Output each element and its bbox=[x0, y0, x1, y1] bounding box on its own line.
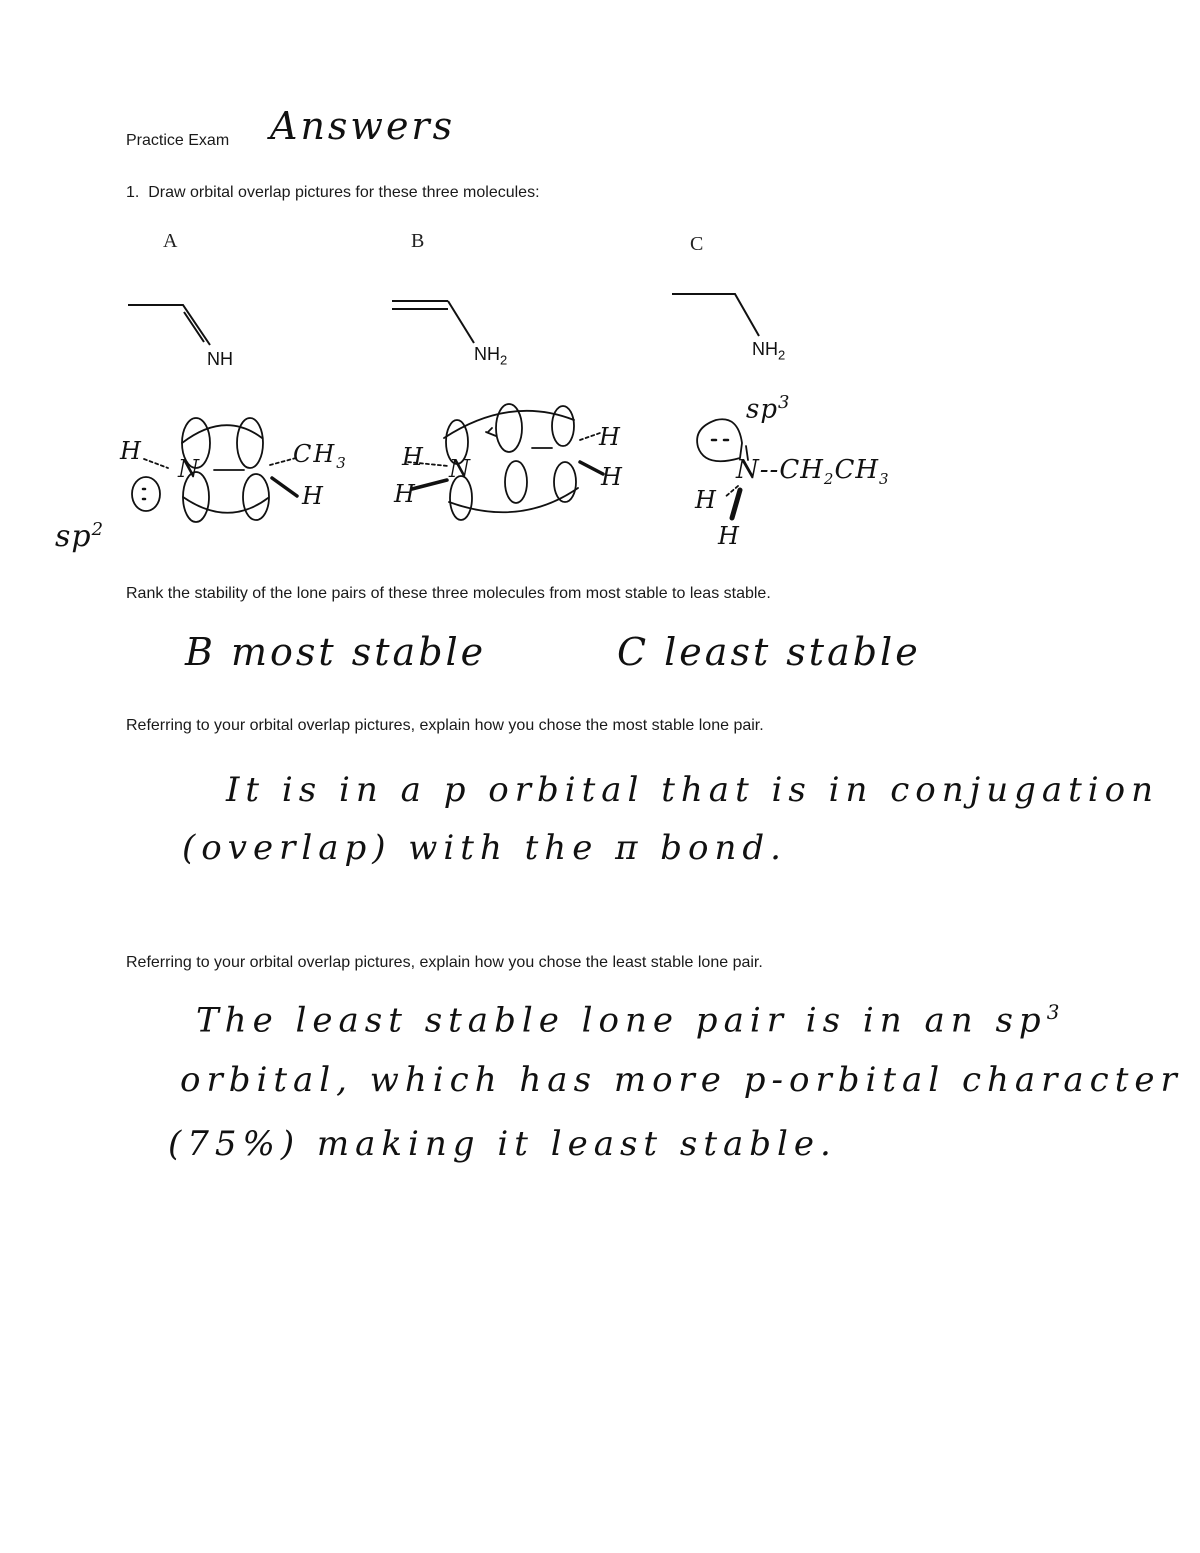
least-stable-answer-line1: The least stable lone pair is in an $sp^3$ bbox=[196, 1000, 1066, 1041]
sketch-c-ethyl: $N--CH_2CH_3$ bbox=[736, 455, 890, 489]
least-stable-answer-line2: orbital, which has more p-orbital character bbox=[180, 1060, 1183, 1100]
orbital-sketch-b bbox=[408, 404, 603, 520]
most-stable-answer-line2: (overlap) with the π bond. bbox=[182, 828, 787, 868]
least-stable-answer-line3: (75%) making it least stable. bbox=[168, 1124, 837, 1164]
orbital-sketch-a bbox=[132, 418, 297, 522]
sketch-b-h3: H bbox=[599, 423, 622, 451]
most-stable-answer-line1: It is in a p orbital that is in conjugation bbox=[226, 770, 1160, 810]
sketch-b-n: N bbox=[449, 455, 472, 483]
sp3-label: $sp^3$ bbox=[746, 392, 791, 425]
rank-answer-most: B most stable bbox=[185, 630, 487, 674]
molecule-b-group: $NH_2$ bbox=[474, 344, 508, 368]
molecule-a-group: NH bbox=[207, 349, 233, 369]
sketch-c-h2: H bbox=[718, 522, 741, 550]
sketch-a-h1: H bbox=[120, 437, 143, 465]
question-number: 1. bbox=[126, 184, 140, 201]
sketch-b-h1: H bbox=[402, 443, 425, 471]
sketch-b-h4: H bbox=[601, 463, 624, 491]
most-stable-prompt: Referring to your orbital overlap pictures, explain how you chose the most stable lone pair. bbox=[126, 717, 764, 734]
molecule-c-letter: C bbox=[690, 233, 704, 255]
molecule-c-group: $NH_2$ bbox=[752, 339, 786, 363]
handwritten-title: Answers bbox=[270, 104, 456, 148]
molecule-b-letter: B bbox=[411, 230, 425, 252]
question-prompt: Draw orbital overlap pictures for these three molecules: bbox=[148, 184, 540, 201]
exam-label: Practice Exam bbox=[126, 132, 230, 149]
rank-prompt: Rank the stability of the lone pairs of these three molecules from most stable to leas stable. bbox=[126, 585, 771, 602]
molecule-a-letter: A bbox=[163, 230, 178, 252]
sketch-a-n: N bbox=[178, 455, 201, 483]
sketch-a-h2: H bbox=[302, 482, 325, 510]
sketch-c-h1: H bbox=[695, 486, 718, 514]
least-stable-prompt: Referring to your orbital overlap pictures, explain how you chose the least stable lone pair. bbox=[126, 954, 763, 971]
sp2-label: $sp^2$ bbox=[55, 519, 105, 554]
rank-answer-least: C least stable bbox=[617, 630, 921, 674]
sketch-a-methyl: $CH_3$ bbox=[293, 440, 348, 472]
sketch-b-h2: H bbox=[394, 480, 417, 508]
